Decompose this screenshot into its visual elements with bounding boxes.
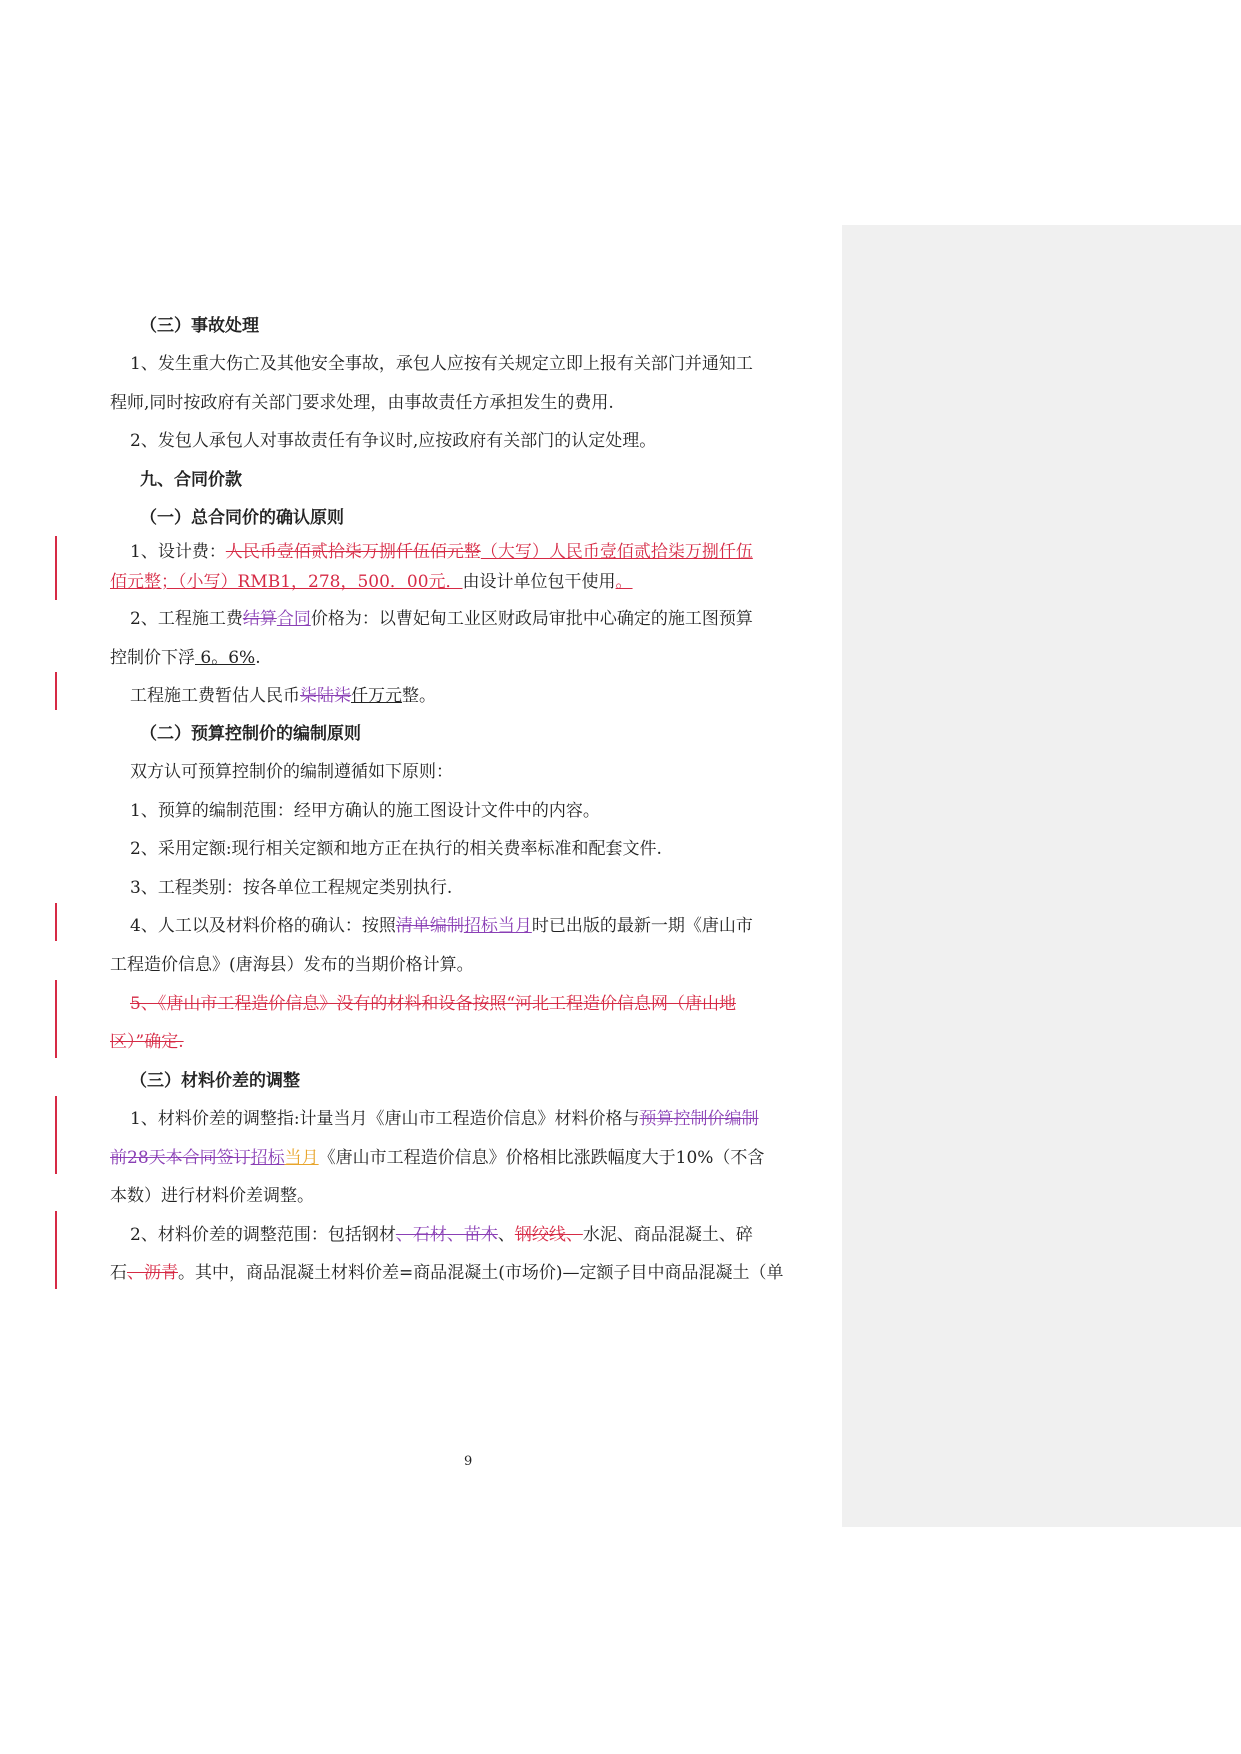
moved-text: 当月: [284, 1148, 319, 1168]
deleted-paragraph-line: 区）”确定.: [110, 1032, 184, 1052]
text: 4、人工以及材料价格的确认：按照: [130, 916, 396, 936]
text: 2、材料价差的调整范围：包括钢材: [130, 1225, 396, 1245]
change-bar: [55, 980, 57, 1058]
deleted-text: 柒陆柒: [300, 686, 351, 706]
inserted-text: 仟万元: [351, 686, 402, 706]
paragraph-line: 本数）进行材料价差调整。: [110, 1186, 314, 1206]
paragraph-line: [130, 607, 753, 631]
paragraph-line: 双方认可预算控制价的编制遵循如下原则：: [130, 762, 453, 782]
text: 2、工程施工费: [130, 609, 243, 629]
change-bar: [55, 1096, 57, 1174]
deleted-text: 人民币壹佰贰拾柒万捌仟伍佰元整: [225, 542, 481, 562]
deleted-text: 预算控制价编制: [639, 1109, 759, 1129]
comment-margin-pane: [842, 225, 1241, 1527]
text: 价格为：以曹妃甸工业区财政局审批中心确定的施工图预算: [310, 609, 753, 629]
inserted-text: 佰元整；（小写）RMB1，278，500．00元．: [110, 572, 463, 592]
change-bar: [55, 536, 57, 600]
paragraph-line: 2、发包人承包人对事故责任有争议时,应按政府有关部门的认定处理。: [130, 431, 657, 451]
section-heading: （三）事故处理: [140, 316, 259, 336]
paragraph-line: [110, 570, 633, 594]
paragraph-line: 工程造价信息》(唐海县）发布的当期价格计算。: [110, 955, 474, 975]
inserted-text: （大写）人民币壹佰贰拾柒万捌仟伍: [480, 542, 753, 562]
paragraph-line: [110, 1146, 764, 1170]
paragraph-line: [130, 1223, 753, 1247]
inserted-text: 合同: [276, 609, 311, 629]
deleted-text: 结算: [242, 609, 277, 629]
text: 水泥、商品混凝土、碎: [582, 1225, 753, 1245]
change-bar: [55, 1211, 57, 1289]
paragraph-line: 程师,同时按政府有关部门要求处理，由事故责任方承担发生的费用.: [110, 393, 614, 413]
paragraph-line: [130, 1107, 759, 1131]
text: 控制价下浮: [110, 648, 195, 668]
paragraph-line: [130, 684, 436, 708]
text: 《唐山市工程造价信息》价格相比涨跌幅度大于10%（不含: [318, 1148, 765, 1168]
deleted-text: 、石材、苗木: [395, 1225, 498, 1245]
section-heading: （三）材料价差的调整: [130, 1071, 300, 1091]
change-bar: [55, 903, 57, 941]
text: 工程施工费暂估人民币: [130, 686, 300, 706]
text: 时已出版的最新一期《唐山市: [531, 916, 753, 936]
text: 1、材料价差的调整指:计量当月《唐山市工程造价信息》材料价格与: [130, 1109, 640, 1129]
deleted-text: 钢绞线、: [514, 1225, 583, 1245]
text: 1、发生重大伤亡及其他安全事故，承包人应按有关规定立即上报有关部门并通知工: [130, 354, 753, 374]
section-heading: （一）总合同价的确认原则: [140, 508, 344, 528]
paragraph-line: [110, 352, 832, 376]
inserted-text: 。: [615, 572, 633, 592]
paragraph-line: 2、采用定额:现行相关定额和地方正在执行的相关费率标准和配套文件.: [130, 839, 662, 859]
deleted-text: 、沥青: [127, 1263, 178, 1283]
paragraph-line: 1、预算的编制范围：经甲方确认的施工图设计文件中的内容。: [130, 801, 600, 821]
text: 1、设计费：: [130, 542, 226, 562]
page-number: 9: [464, 1454, 473, 1469]
deleted-text: 前28天本合同签订: [110, 1148, 251, 1168]
paragraph-line: [110, 646, 261, 670]
chapter-heading: 九、合同价款: [140, 470, 242, 490]
paragraph-line: 3、工程类别：按各单位工程规定类别执行.: [130, 878, 453, 898]
section-heading: （二）预算控制价的编制原则: [140, 724, 361, 744]
deleted-text: 清单编制: [395, 916, 464, 936]
underlined-value: 6。6%: [195, 648, 256, 668]
paragraph-line: [130, 914, 753, 938]
inserted-text: 招标: [250, 1148, 285, 1168]
text: 整。: [402, 686, 436, 706]
text: .: [255, 648, 261, 668]
text: 石: [110, 1263, 127, 1283]
paragraph-line: [130, 540, 753, 564]
text: 由设计单位包干使用: [462, 572, 616, 592]
change-bar: [55, 672, 57, 710]
text: 。其中，商品混凝土材料价差=商品混凝土(市场价)—定额子目中商品混凝土（单: [178, 1263, 784, 1283]
deleted-paragraph-line: 5、《唐山市工程造价信息》没有的材料和设备按照“河北工程造价信息网（唐山地: [130, 994, 737, 1014]
inserted-text: 招标当月: [463, 916, 532, 936]
text: 、: [497, 1225, 515, 1245]
paragraph-line: [110, 1261, 784, 1285]
